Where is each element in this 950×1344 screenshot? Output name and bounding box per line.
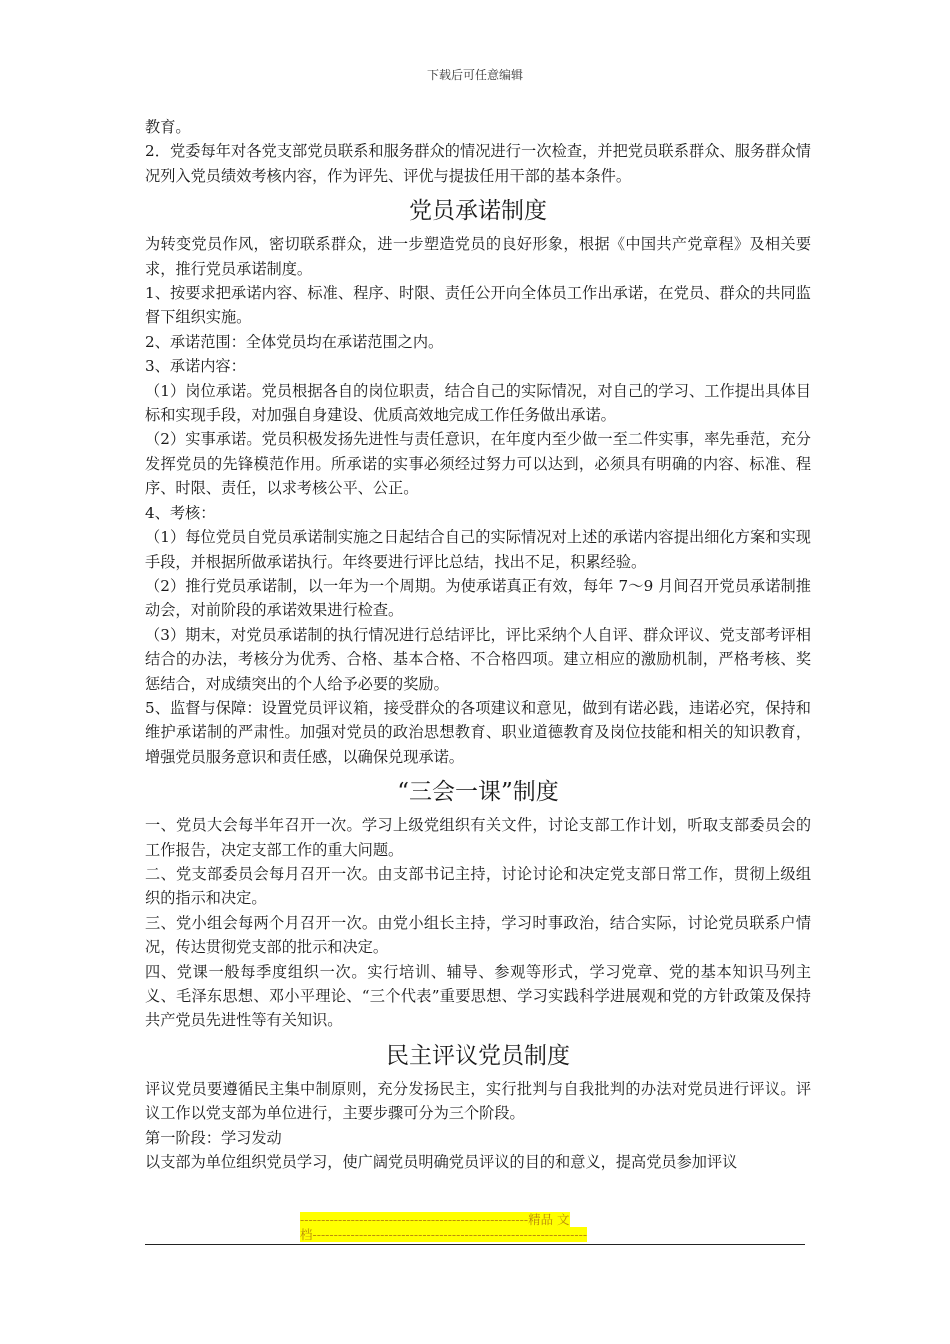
paragraph: （1）每位党员自党员承诺制实施之日起结合自己的实际情况对上述的承诺内容提出细化方案和实现手段，并根据所做承诺执行。年终要进行评比总结，找出不足，积累经验。	[145, 528, 811, 571]
paragraph: 为转变党员作风，密切联系群众，进一步塑造党员的良好形象，根据《中国共产党章程》及相关要求，推行党员承诺制度。	[145, 235, 811, 278]
footer-highlight: ------------------------------------------------------精品 文	[300, 1212, 570, 1227]
paragraph: （3）期末，对党员承诺制的执行情况进行总结评比，评比采纳个人自评、群众评议、党支部考评相结合的办法，考核分为优秀、合格、基本合格、不合格四项。建立相应的激励机制，严格考核、奖惩结合，对成绩突出的个人给予必要的奖励。	[145, 625, 811, 693]
footer-rule	[145, 1244, 805, 1245]
paragraph: 三、党小组会每两个月召开一次。由党小组长主持，学习时事政治，结合实际，讨论党员联系户情况，传达贯彻党支部的批示和决定。	[145, 913, 811, 957]
paragraph: （2）实事承诺。党员积极发扬先进性与责任意识，在年度内至少做一至二件实事，率先垂范，充分发挥党员的先锋模范作用。所承诺的实事必须经过努力可以达到，必须具有明确的内容、标准、程序、时限、责任，以求考核公平、公正。	[145, 430, 811, 498]
paragraph: 以支部为单位组织党员学习，使广阔党员明确党员评议的目的和意义，提高党员参加评议	[145, 1153, 738, 1172]
paragraph: 2、承诺范围：全体党员均在承诺范围之内。	[145, 332, 444, 351]
section-heading: 党员承诺制度	[409, 198, 547, 225]
paragraph: 2．党委每年对各党支部党员联系和服务群众的情况进行一次检查，并把党员联系群众、服务群众情况列入党员绩效考核内容，作为评先、评优与提拔任用干部的基本条件。	[145, 142, 811, 185]
paragraph: （1）岗位承诺。党员根据各自的岗位职责，结合自己的实际情况，对自己的学习、工作提出具体目标和实现手段，对加强自身建设、优质高效地完成工作任务做出承诺。	[145, 381, 811, 425]
paragraph: 5、监督与保障：设置党员评议箱，接受群众的各项建议和意见，做到有诺必践，违诺必究，保持和维护承诺制的严肃性。加强对党员的政治思想教育、职业道德教育及岗位技能和相关的知识教育，增强党员服务意识和责任感，以确保兑现承诺。	[145, 698, 811, 766]
paragraph: 教育。	[145, 118, 191, 136]
paragraph: （2）推行党员承诺制，以一年为一个周期。为使承诺真正有效，每年 7～9 月间召开党员承诺制推动会，对前阶段的承诺效果进行检查。	[145, 576, 811, 620]
paragraph: 3、承诺内容：	[145, 357, 246, 376]
page-footer	[300, 1212, 650, 1242]
footer-line-1	[300, 1212, 650, 1227]
footer-line-2	[300, 1227, 650, 1242]
footer-highlight: 档-----------------------------------------------------------------	[300, 1227, 588, 1242]
paragraph: 一、党员大会每半年召开一次。学习上级党组织有关文件，讨论支部工作计划，听取支部委员会的工作报告，决定支部工作的重大问题。	[145, 816, 811, 859]
paragraph: 二、党支部委员会每月召开一次。由支部书记主持，讨论讨论和决定党支部日常工作，贯彻上级组织的指示和决定。	[145, 864, 811, 908]
paragraph: 1、按要求把承诺内容、标准、程序、时限、责任公开向全体员工作出承诺，在党员、群众的共同监督下组织实施。	[145, 284, 811, 327]
section-heading: “三会一课”制度	[397, 779, 559, 806]
section-heading: 民主评议党员制度	[386, 1042, 570, 1069]
page-header: 下载后可任意编辑	[426, 68, 523, 82]
paragraph: 评议党员要遵循民主集中制原则，充分发扬民主，实行批判与自我批判的办法对党员进行评议。评议工作以党支部为单位进行，主要步骤可分为三个阶段。	[145, 1079, 811, 1123]
document-body	[145, 115, 811, 1174]
paragraph: 4、考核：	[145, 503, 216, 522]
paragraph: 四、党课一般每季度组织一次。实行培训、辅导、参观等形式，学习党章、党的基本知识马列主义、毛泽东思想、邓小平理论、“三个代表”重要思想、学习实践科学进展观和党的方针政策及保持共产党员先进性等有关知识。	[145, 962, 811, 1030]
paragraph: 第一阶段：学习发动	[145, 1128, 282, 1147]
